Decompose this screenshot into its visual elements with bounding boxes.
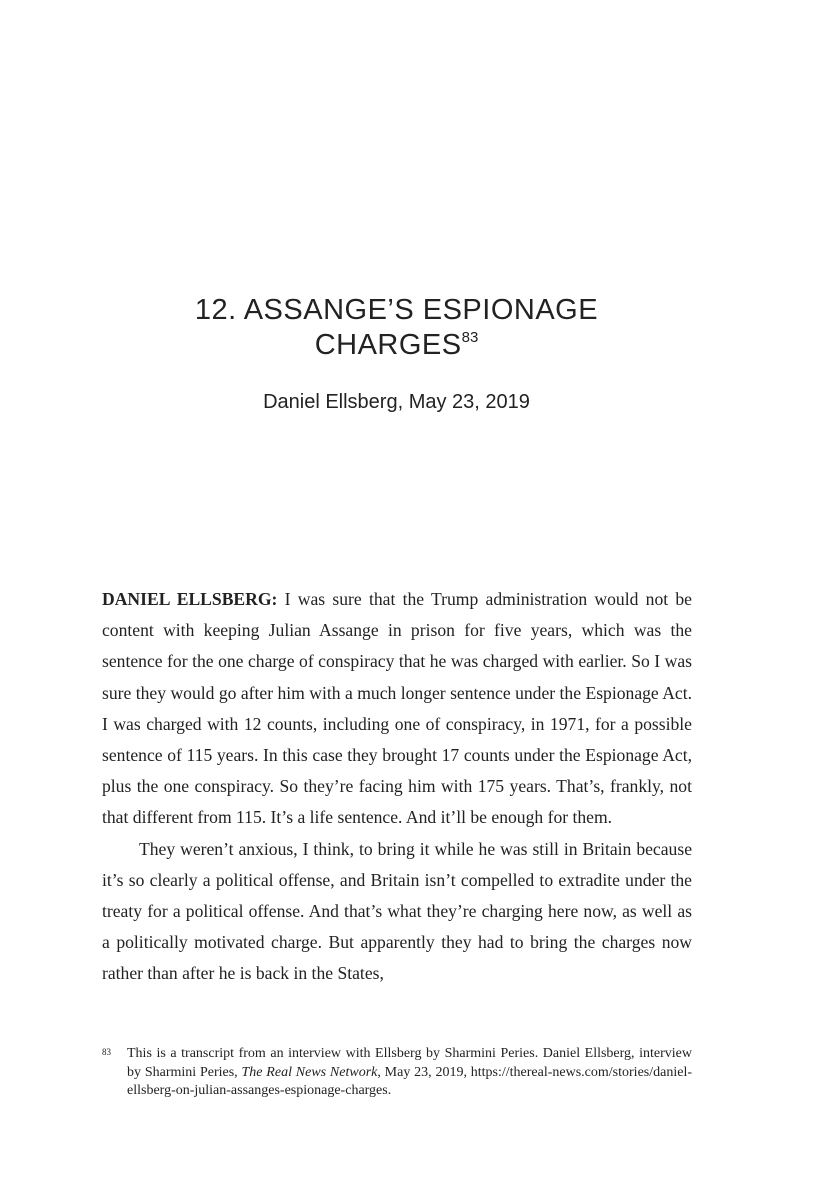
- speaker-label: DANIEL ELLSBERG:: [102, 589, 278, 609]
- chapter-title: [0, 293, 793, 367]
- footnote: [102, 1045, 692, 1101]
- footnote-text-before: This is a transcript from an interview with Ellsberg by Sharmini Peries. Daniel Ellsberg, interview by Sharmini Peries,: [127, 1046, 692, 1080]
- footnote-text-after: , May 23, 2019, https://thereal-news.com/stories/daniel-ellsberg-on-julian-assanges-espionage-charges.: [127, 1064, 692, 1098]
- chapter-title-line-1: 12. ASSANGE’S ESPIONAGE: [194, 294, 599, 326]
- paragraph-1-text: I was sure that the Trump administration would not be content with keeping Julian Assange in prison for five years, which was the sentence for the one charge of conspiracy that he was charged with earlier. So I was sure they would go after him with a much longer sentence under the Espionage Act. I was charged with 12 counts, including one of conspiracy, in 1971, for a possible sentence of 115 years. In this case they brought 17 counts under the Espionage Act, plus the one conspiracy. So they’re facing him with 175 years. That’s, frankly, not that different from 115. It’s a life sentence. And it’ll be enough for them.: [102, 589, 692, 828]
- footnote-reference[interactable]: 83: [461, 329, 479, 346]
- paragraph-1: [102, 584, 692, 834]
- paragraph-2: They weren’t anxious, I think, to bring it while he was still in Britain because it’s so clearly a political offense, and Britain isn’t compelled to extradite under the treaty for a political offense. And that’s what they’re charging here now, as well as a politically motivated charge. But apparently they had to bring the charges now rather than after he is back in the States,: [102, 838, 692, 984]
- footnote-publication: The Real News Network: [241, 1064, 378, 1080]
- chapter-title-line-2: [0, 328, 793, 367]
- byline: Daniel Ellsberg, May 23, 2019: [263, 391, 530, 413]
- body-text: [102, 584, 692, 990]
- footnote-mark: 83: [102, 1047, 111, 1057]
- footnote-text: [127, 1045, 692, 1101]
- chapter-title-word: CHARGES: [314, 329, 462, 361]
